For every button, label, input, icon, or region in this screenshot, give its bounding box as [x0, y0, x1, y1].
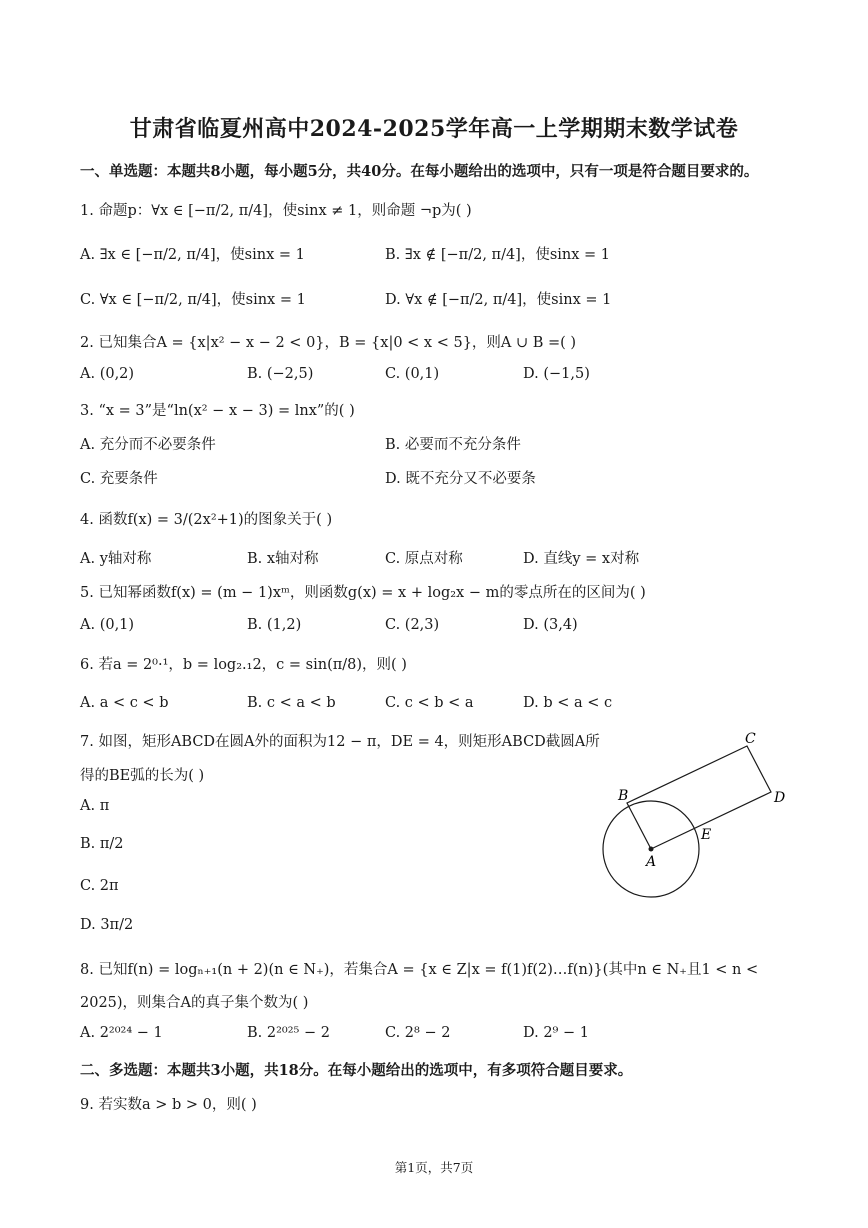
q7-option-c: C. 2π: [80, 878, 119, 894]
q3-option-c: C. 充要条件: [80, 471, 158, 487]
rectangle-circle-figure: [596, 728, 796, 898]
q1-option-b: B. ∃x ∉ [−π/2, π/4]，使sinx = 1: [385, 247, 611, 263]
q2-option-d: D. (−1,5): [523, 366, 590, 382]
q1-option-c: C. ∀x ∈ [−π/2, π/4]，使sinx = 1: [80, 292, 306, 308]
section-1-heading: 一、单选题：本题共8小题，每小题5分，共40分。在每小题给出的选项中，只有一项是符合题目要求的。: [80, 163, 759, 180]
q4-option-d: D. 直线y = x对称: [523, 551, 640, 567]
question-4: 4. 函数f(x) = 3/(2x²+1)的图象关于( ): [80, 512, 333, 528]
label-a: A: [646, 854, 657, 870]
q5-option-c: C. (2,3): [385, 617, 440, 633]
question-5: 5. 已知幂函数f(x) = (m − 1)xᵐ，则函数g(x) = x + log₂x − m的零点所在的区间为( ): [80, 585, 646, 601]
q2-option-b: B. (−2,5): [247, 366, 314, 382]
q4-option-b: B. x轴对称: [247, 551, 319, 567]
q6-option-b: B. c < a < b: [247, 695, 336, 711]
q7-option-d: D. 3π/2: [80, 917, 134, 933]
rectangle-abcd: [627, 746, 771, 849]
q5-option-a: A. (0,1): [80, 617, 135, 633]
q2-option-c: C. (0,1): [385, 366, 440, 382]
label-e: E: [701, 827, 712, 843]
question-6: 6. 若a = 2⁰·¹，b = log₂.₁2，c = sin(π/8)，则( ): [80, 657, 407, 673]
q8-option-a: A. 2²⁰²⁴ − 1: [80, 1025, 163, 1041]
question-7-continued: 得的BE弧的长为( ): [80, 768, 205, 784]
q6-option-a: A. a < c < b: [80, 695, 169, 711]
question-1: 1. 命题p：∀x ∈ [−π/2, π/4]，使sinx ≠ 1，则命题 ¬p为( ): [80, 203, 472, 219]
page-footer: 第1页，共7页: [394, 1160, 474, 1175]
page-title: 甘肃省临夏州高中2024-2025学年高一上学期期末数学试卷: [129, 116, 739, 142]
center-point-a: [649, 847, 654, 852]
section-2-heading: 二、多选题：本题共3小题，共18分。在每小题给出的选项中，有多项符合题目要求。: [80, 1062, 633, 1079]
question-8-continued: 2025)，则集合A的真子集个数为( ): [80, 995, 309, 1011]
question-8: 8. 已知f(n) = logₙ₊₁(n + 2)(n ∈ N₊)，若集合A = {x ∈ Z|x = f(1)f(2)…f(n)}(其中n ∈ N₊且1 < n <: [80, 962, 759, 978]
q4-option-c: C. 原点对称: [385, 551, 463, 567]
q3-option-d: D. 既不充分又不必要条: [385, 471, 536, 487]
q6-option-c: C. c < b < a: [385, 695, 474, 711]
q8-option-d: D. 2⁹ − 1: [523, 1025, 589, 1041]
q3-option-b: B. 必要而不充分条件: [385, 437, 521, 453]
q3-option-a: A. 充分而不必要条件: [80, 437, 216, 453]
q7-option-a: A. π: [80, 798, 110, 814]
q7-option-b: B. π/2: [80, 836, 124, 852]
question-2: 2. 已知集合A = {x|x² − x − 2 < 0}，B = {x|0 < x < 5}，则A ∪ B =( ): [80, 335, 577, 351]
q8-option-b: B. 2²⁰²⁵ − 2: [247, 1025, 330, 1041]
q4-option-a: A. y轴对称: [80, 551, 152, 567]
q6-option-d: D. b < a < c: [523, 695, 613, 711]
question-9: 9. 若实数a > b > 0，则( ): [80, 1097, 257, 1113]
label-d: D: [774, 790, 786, 806]
q5-option-b: B. (1,2): [247, 617, 302, 633]
question-3: 3. “x = 3”是“ln(x² − x − 3) = lnx”的( ): [80, 403, 355, 419]
label-c: C: [745, 731, 756, 747]
question-7: 7. 如图，矩形ABCD在圆A外的面积为12 − π，DE = 4，则矩形ABCD截圆A所: [80, 734, 600, 750]
q5-option-d: D. (3,4): [523, 617, 578, 633]
q1-option-d: D. ∀x ∉ [−π/2, π/4]，使sinx = 1: [385, 292, 612, 308]
q1-option-a: A. ∃x ∈ [−π/2, π/4]，使sinx = 1: [80, 247, 305, 263]
q8-option-c: C. 2⁸ − 2: [385, 1025, 451, 1041]
label-b: B: [618, 788, 629, 804]
q2-option-a: A. (0,2): [80, 366, 135, 382]
